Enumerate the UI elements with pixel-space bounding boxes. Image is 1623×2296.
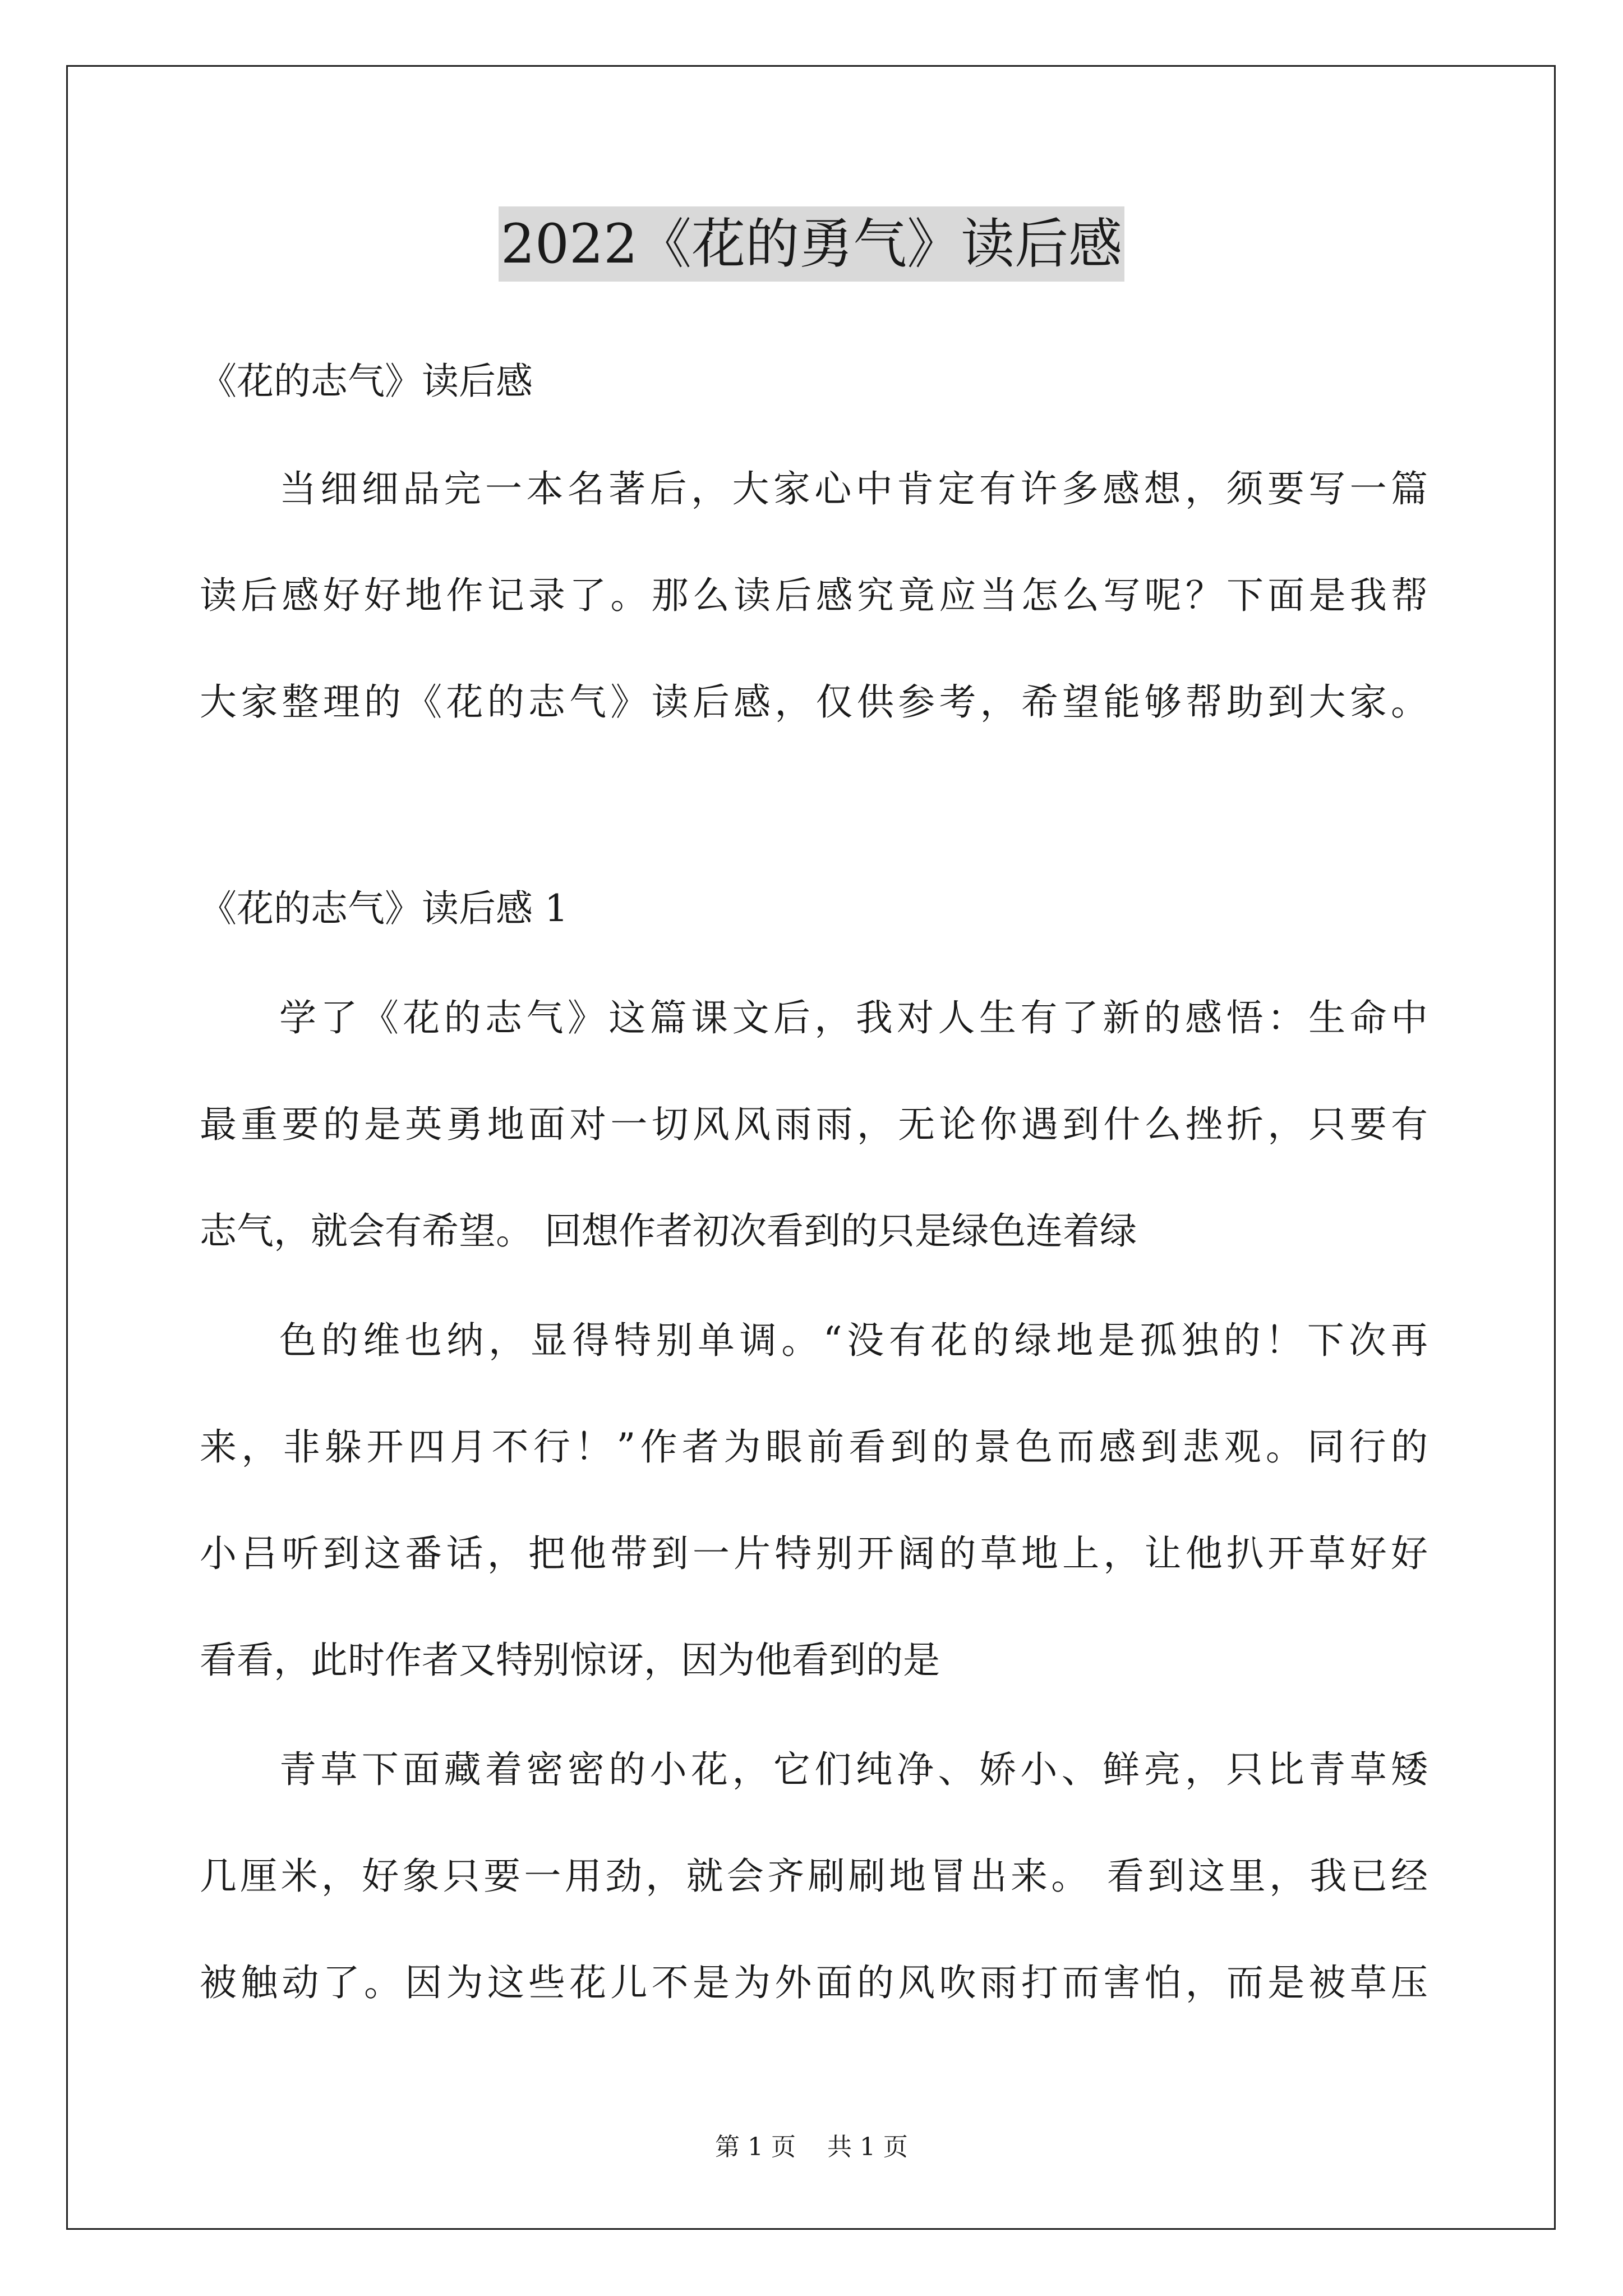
intro-line-2: 读后感好好地作记录了。那么读后感究竟应当怎么写呢？下面是我帮	[200, 574, 1428, 617]
title-container	[0, 206, 1623, 282]
paragraph2-line-3: 小吕听到这番话，把他带到一片特别开阔的草地上，让他扒开草好好	[200, 1532, 1428, 1575]
paragraph1-line-2: 最重要的是英勇地面对一切风风雨雨，无论你遇到什么挫折，只要有	[200, 1103, 1428, 1146]
paragraph3-line-3: 被触动了。因为这些花儿不是为外面的风吹雨打而害怕，而是被草压	[200, 1961, 1428, 2004]
paragraph1-line-3: 志气，就会有希望。 回想作者初次看到的只是绿色连着绿	[200, 1209, 1137, 1253]
subtitle: 《花的志气》读后感	[200, 360, 533, 403]
intro-line-1: 当细细品完一本名著后，大家心中肯定有许多感想，须要写一篇	[279, 467, 1428, 510]
section-heading-1: 《花的志气》读后感 1	[200, 887, 568, 930]
paragraph2-line-4: 看看，此时作者又特别惊讶，因为他看到的是	[200, 1639, 940, 1682]
paragraph3-line-1: 青草下面藏着密密的小花，它们纯净、娇小、鲜亮，只比青草矮	[279, 1748, 1428, 1791]
paragraph2-line-1: 色的维也纳，显得特别单调。“没有花的绿地是孤独的！下次再	[279, 1319, 1428, 1362]
paragraph1-line-1: 学了《花的志气》这篇课文后，我对人生有了新的感悟：生命中	[279, 996, 1428, 1039]
paragraph2-line-2: 来，非躲开四月不行！”作者为眼前看到的景色而感到悲观。同行的	[200, 1425, 1428, 1469]
paragraph3-line-2: 几厘米，好象只要一用劲，就会齐刷刷地冒出来。 看到这里，我已经	[200, 1855, 1428, 1898]
page-footer: 第 1 页 共 1 页	[715, 2133, 908, 2161]
document-title: 2022《花的勇气》读后感	[499, 206, 1124, 282]
intro-line-3: 大家整理的《花的志气》读后感，仅供参考，希望能够帮助到大家。	[200, 680, 1428, 724]
